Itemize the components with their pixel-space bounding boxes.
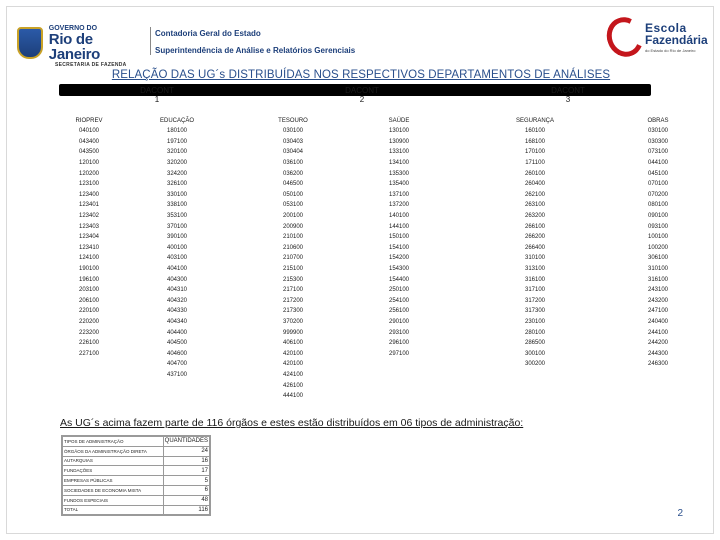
table-cell: 093100 xyxy=(647,223,669,230)
table-cell: 316100 xyxy=(524,276,546,283)
department-1-number: 1 xyxy=(154,95,160,104)
department-2-number: 2 xyxy=(359,95,365,104)
table-cell xyxy=(69,359,109,370)
table-cell: 256100 xyxy=(388,308,410,315)
table-cell: 144100 xyxy=(388,223,410,230)
table-cell: 330100 xyxy=(166,191,188,198)
admin-header-type: TIPOS DE ADMINISTRAÇÃO xyxy=(63,437,164,447)
department-1-name: DACONT xyxy=(140,86,174,95)
table-cell: 030100 xyxy=(647,128,669,135)
table-row xyxy=(69,306,703,317)
table-cell: 123404 xyxy=(78,234,100,241)
table-cell: 338100 xyxy=(166,202,188,209)
rio-de-janeiro-logo xyxy=(17,25,147,61)
table-cell: 263200 xyxy=(524,213,546,220)
table-cell xyxy=(613,370,703,381)
table-cell: 223200 xyxy=(78,329,100,336)
table-row xyxy=(69,200,703,211)
department-3-number: 3 xyxy=(565,95,571,104)
table-row xyxy=(69,211,703,222)
table-cell xyxy=(69,380,109,391)
table-cell: 300200 xyxy=(524,361,546,368)
table-row xyxy=(69,274,703,285)
table-cell: 160100 xyxy=(524,128,546,135)
admin-types-table xyxy=(61,435,211,516)
table-cell xyxy=(341,370,457,381)
table-cell: 137100 xyxy=(388,191,410,198)
table-cell: 404700 xyxy=(166,361,188,368)
table-cell: 300100 xyxy=(524,350,546,357)
table-cell: 420100 xyxy=(282,361,304,368)
table-cell: 206100 xyxy=(78,297,100,304)
table-cell: 070100 xyxy=(647,181,669,188)
table-cell: 154100 xyxy=(388,244,410,251)
table-cell: 030404 xyxy=(282,149,304,156)
table-cell: 266400 xyxy=(524,244,546,251)
table-row xyxy=(69,221,703,232)
admin-row xyxy=(63,466,210,476)
table-cell: 197100 xyxy=(166,138,188,145)
table-row xyxy=(69,253,703,264)
table-cell: 154300 xyxy=(388,266,410,273)
table-cell: 168100 xyxy=(524,138,546,145)
table-cell: 370100 xyxy=(166,223,188,230)
table-cell: 320200 xyxy=(166,160,188,167)
table-cell: 217300 xyxy=(282,308,304,315)
table-row xyxy=(69,296,703,307)
table-header-row xyxy=(69,116,703,126)
table-cell: 080100 xyxy=(647,202,669,209)
table-cell: 324200 xyxy=(166,170,188,177)
table-cell: 100100 xyxy=(647,234,669,241)
table-cell: 203100 xyxy=(78,287,100,294)
table-cell: 326100 xyxy=(166,181,188,188)
table-cell: 200900 xyxy=(282,223,304,230)
admin-qty: 6 xyxy=(163,485,209,495)
table-cell: 313100 xyxy=(524,266,546,273)
department-2-label xyxy=(340,86,384,104)
school-word1: Escola xyxy=(645,21,687,35)
admin-type: ÓRGÃOS DA ADMINISTRAÇÃO DIRETA xyxy=(63,446,164,456)
table-cell: 210100 xyxy=(282,234,304,241)
table-row xyxy=(69,147,703,158)
table-cell xyxy=(69,391,109,402)
column-header: TESOURO xyxy=(278,118,308,124)
table-cell xyxy=(69,370,109,381)
table-cell: 240400 xyxy=(647,318,669,325)
table-cell: 215300 xyxy=(282,276,304,283)
swoosh-icon xyxy=(601,12,649,62)
column-header: RIOPREV xyxy=(75,118,103,124)
table-cell: 137200 xyxy=(388,202,410,209)
table-cell: 404340 xyxy=(166,318,188,325)
admin-type: EMPRESAS PÚBLICAS xyxy=(63,476,164,486)
table-cell: 370200 xyxy=(282,318,304,325)
column-header: OBRAS xyxy=(647,118,669,124)
table-cell: 266200 xyxy=(524,234,546,241)
admin-row xyxy=(63,446,210,456)
admin-header-row xyxy=(63,437,210,447)
state-name: Rio de Janeiro xyxy=(48,30,101,63)
table-row xyxy=(69,359,703,370)
table-cell: 123402 xyxy=(78,213,100,220)
table-cell xyxy=(457,391,613,402)
admin-row xyxy=(63,476,210,486)
table-cell: 286500 xyxy=(524,340,546,347)
table-cell: 123100 xyxy=(78,181,100,188)
table-cell: 100200 xyxy=(647,244,669,251)
admin-qty: 116 xyxy=(163,505,209,515)
table-cell: 200100 xyxy=(282,213,304,220)
table-cell xyxy=(109,380,245,391)
table-cell: 123403 xyxy=(78,223,100,230)
table-cell: 293100 xyxy=(388,329,410,336)
table-cell: 043400 xyxy=(78,138,100,145)
table-cell: 215100 xyxy=(282,266,304,273)
table-cell: 123410 xyxy=(78,244,100,251)
department-3-name: DACONT xyxy=(551,86,585,95)
table-cell: 135400 xyxy=(388,181,410,188)
table-cell: 310100 xyxy=(647,266,669,273)
table-cell: 390100 xyxy=(166,234,188,241)
table-cell: 296100 xyxy=(388,340,410,347)
escola-fazendaria-logo xyxy=(607,17,711,57)
school-sub: do Estado do Rio de Janeiro xyxy=(645,48,696,53)
table-cell xyxy=(341,391,457,402)
column-header: EDUCAÇÃO xyxy=(159,118,194,124)
table-row xyxy=(69,380,703,391)
table-cell: 404310 xyxy=(166,287,188,294)
table-cell: 030300 xyxy=(647,138,669,145)
table-cell: 227100 xyxy=(78,350,100,357)
table-cell: 170100 xyxy=(524,149,546,156)
coat-of-arms-icon xyxy=(17,27,43,59)
table-cell: 306100 xyxy=(647,255,669,262)
table-cell: 230100 xyxy=(524,318,546,325)
table-cell: 404300 xyxy=(166,276,188,283)
table-cell: 196100 xyxy=(78,276,100,283)
page-number: 2 xyxy=(677,508,683,519)
table-row xyxy=(69,190,703,201)
admin-type: FUNDOS ESPECIAIS xyxy=(63,495,164,505)
admin-qty: 17 xyxy=(163,466,209,476)
table-cell: 246300 xyxy=(647,361,669,368)
table-cell: 254100 xyxy=(388,297,410,304)
table-row xyxy=(69,370,703,381)
table-cell: 130900 xyxy=(388,138,410,145)
table-cell: 424100 xyxy=(282,371,304,378)
table-row xyxy=(69,137,703,148)
admin-qty: 5 xyxy=(163,476,209,486)
table-cell xyxy=(109,391,245,402)
table-cell: 243100 xyxy=(647,287,669,294)
page-title: RELAÇÃO DAS UG´s DISTRIBUÍDAS NOS RESPECTIVOS DEPARTAMENTOS DE ANÁLISES xyxy=(111,69,611,81)
table-row xyxy=(69,168,703,179)
table-cell: 317200 xyxy=(524,297,546,304)
table-cell: 280100 xyxy=(524,329,546,336)
table-cell: 044100 xyxy=(647,160,669,167)
table-cell: 120200 xyxy=(78,170,100,177)
table-cell: 190100 xyxy=(78,266,100,273)
admin-row xyxy=(63,456,210,466)
table-row xyxy=(69,179,703,190)
table-row xyxy=(69,285,703,296)
slide xyxy=(6,6,714,534)
table-cell: 036100 xyxy=(282,160,304,167)
summary-note: As UG´s acima fazem parte de 116 órgãos e estes estão distribuídos em 06 tipos de administração: xyxy=(60,417,524,429)
table-cell: 310100 xyxy=(524,255,546,262)
table-cell: 404400 xyxy=(166,329,188,336)
table-row xyxy=(69,391,703,402)
table-row xyxy=(69,327,703,338)
table-cell: 217100 xyxy=(282,287,304,294)
table-cell: 426100 xyxy=(282,382,304,389)
table-cell: 120100 xyxy=(78,160,100,167)
table-row xyxy=(69,317,703,328)
table-cell: 244100 xyxy=(647,329,669,336)
header-dept-line: Superintendência de Análise e Relatórios Gerenciais xyxy=(155,46,356,55)
admin-qty: 24 xyxy=(163,446,209,456)
table-cell: 404500 xyxy=(166,340,188,347)
table-cell: 030100 xyxy=(282,128,304,135)
admin-type: TOTAL xyxy=(63,505,164,515)
table-cell: 320100 xyxy=(166,149,188,156)
admin-type: FUNDAÇÕES xyxy=(63,466,164,476)
table-cell: 134100 xyxy=(388,160,410,167)
table-cell: 404100 xyxy=(166,266,188,273)
table-cell: 210700 xyxy=(282,255,304,262)
admin-row xyxy=(63,485,210,495)
table-cell: 150100 xyxy=(388,234,410,241)
table-row xyxy=(69,338,703,349)
table-row xyxy=(69,264,703,275)
admin-type: SOCIEDADES DE ECONOMIA MISTA xyxy=(63,485,164,495)
table-cell: 260100 xyxy=(524,170,546,177)
table-cell: 043500 xyxy=(78,149,100,156)
table-cell: 406100 xyxy=(282,340,304,347)
table-cell: 444100 xyxy=(282,393,304,400)
table-row xyxy=(69,243,703,254)
table-row xyxy=(69,348,703,359)
table-cell: 171100 xyxy=(525,160,545,167)
table-cell: 403100 xyxy=(166,255,188,262)
table-cell: 036200 xyxy=(282,170,304,177)
table-cell: 243200 xyxy=(647,297,669,304)
admin-type: AUTARQUIAS xyxy=(63,456,164,466)
table-row xyxy=(69,126,703,137)
table-cell: 260400 xyxy=(524,181,546,188)
table-cell: 130100 xyxy=(388,128,410,135)
admin-row xyxy=(63,505,210,515)
table-cell: 154400 xyxy=(388,276,410,283)
admin-row xyxy=(63,495,210,505)
table-cell: 404600 xyxy=(166,350,188,357)
department-3-label xyxy=(546,86,590,104)
table-cell: 046500 xyxy=(282,181,304,188)
ug-distribution-table xyxy=(69,116,703,401)
table-row xyxy=(69,232,703,243)
table-cell: 999900 xyxy=(282,329,304,336)
table-cell: 123400 xyxy=(78,191,100,198)
department-2-name: DACONT xyxy=(345,86,379,95)
table-cell: 404320 xyxy=(166,297,188,304)
table-cell: 244200 xyxy=(647,340,669,347)
table-cell: 297100 xyxy=(388,350,410,357)
table-cell xyxy=(341,359,457,370)
table-cell: 317100 xyxy=(524,287,546,294)
column-header: SAÚDE xyxy=(388,118,410,124)
table-cell: 247100 xyxy=(647,308,669,315)
table-cell: 090100 xyxy=(647,213,669,220)
admin-qty: 16 xyxy=(163,456,209,466)
table-cell: 244300 xyxy=(647,350,669,357)
table-cell xyxy=(457,370,613,381)
table-cell: 220200 xyxy=(78,318,100,325)
table-cell: 217200 xyxy=(282,297,304,304)
department-1-label xyxy=(135,86,179,104)
admin-qty: 48 xyxy=(163,495,209,505)
header-org-line: Contadoria Geral do Estado xyxy=(155,29,261,38)
table-cell xyxy=(613,391,703,402)
table-cell: 220100 xyxy=(78,308,100,315)
table-cell xyxy=(613,380,703,391)
table-cell: 030403 xyxy=(282,138,304,145)
table-cell: 210600 xyxy=(282,244,304,251)
table-cell: 045100 xyxy=(647,170,669,177)
table-cell: 266100 xyxy=(524,223,546,230)
table-cell: 133100 xyxy=(388,149,410,156)
gov-label: GOVERNO DO xyxy=(48,24,98,32)
column-header: SEGURANÇA xyxy=(515,118,554,124)
table-cell: 050100 xyxy=(282,191,304,198)
table-cell: 040100 xyxy=(78,128,100,135)
table-cell: 263100 xyxy=(524,202,546,209)
table-cell: 400100 xyxy=(166,244,188,251)
table-cell: 053100 xyxy=(282,202,304,209)
table-row xyxy=(69,158,703,169)
table-cell: 420100 xyxy=(282,350,304,357)
table-cell xyxy=(341,380,457,391)
table-cell: 250100 xyxy=(388,287,410,294)
table-cell: 123401 xyxy=(78,202,100,209)
table-cell: 404330 xyxy=(166,308,188,315)
table-cell: 070200 xyxy=(647,191,669,198)
table-cell: 316100 xyxy=(647,276,669,283)
school-word2: Fazendária xyxy=(645,33,708,47)
table-cell: 290100 xyxy=(388,318,410,325)
table-cell: 226100 xyxy=(78,340,100,347)
table-cell: 317300 xyxy=(524,308,546,315)
table-cell: 154200 xyxy=(388,255,410,262)
table-cell: 180100 xyxy=(166,128,188,135)
secretaria-label: SECRETARIA DE FAZENDA xyxy=(55,62,127,68)
table-cell xyxy=(457,380,613,391)
table-cell: 437100 xyxy=(166,371,188,378)
table-cell: 140100 xyxy=(388,213,410,220)
table-cell: 124100 xyxy=(78,255,100,262)
table-cell: 353100 xyxy=(166,213,188,220)
table-cell: 135300 xyxy=(388,170,410,177)
table-cell: 073100 xyxy=(647,149,669,156)
admin-header-qty: QUANTIDADES xyxy=(164,438,208,445)
header-divider xyxy=(150,27,151,55)
table-cell: 262100 xyxy=(524,191,546,198)
